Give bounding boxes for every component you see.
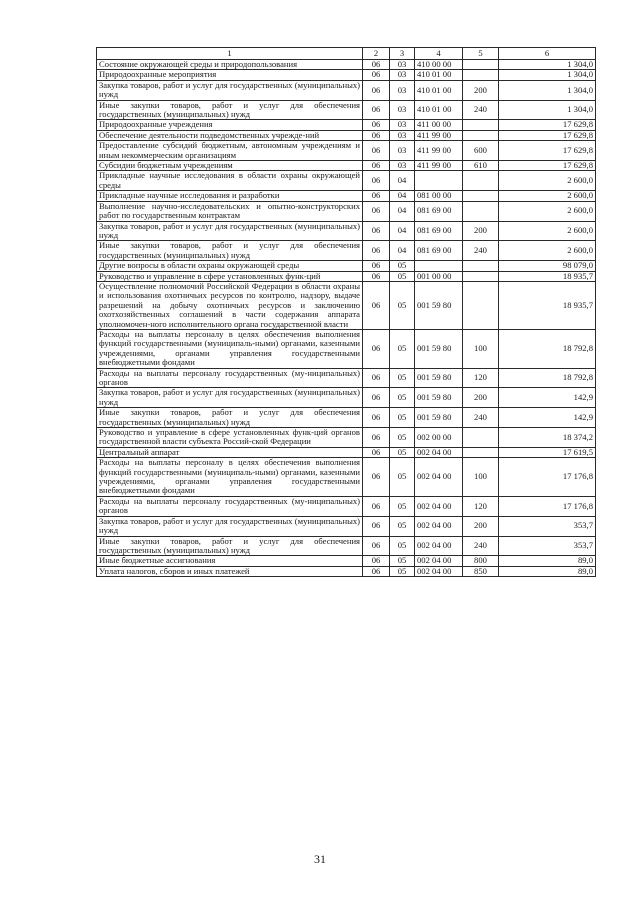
col-header-6: 6 [499, 48, 596, 60]
row-subsection-code: 03 [390, 161, 415, 171]
row-amount: 18 935,7 [499, 271, 596, 281]
row-amount: 1 304,0 [499, 80, 596, 100]
row-section-code: 06 [363, 516, 390, 536]
row-expense-type-code: 800 [463, 556, 499, 566]
row-expense-type-code: 200 [463, 221, 499, 241]
table-row [97, 120, 596, 130]
row-subsection-code: 05 [390, 368, 415, 388]
row-section-code: 06 [363, 120, 390, 130]
row-expense-type-code [463, 130, 499, 140]
row-section-code: 06 [363, 161, 390, 171]
row-subsection-code: 03 [390, 130, 415, 140]
col-header-5: 5 [463, 48, 499, 60]
row-expense-type-code [463, 447, 499, 457]
row-subsection-code: 05 [390, 329, 415, 368]
row-expense-type-code: 240 [463, 408, 499, 428]
row-amount: 17 629,8 [499, 141, 596, 161]
row-expense-type-code: 610 [463, 161, 499, 171]
row-name: Осуществление полномочий Российской Федерации в области охраны и использования охотничьих ресурсов по контролю, надзору, выдаче разрешений на добычу охотничьих ресурсов и заключению охотхозяйственных соглашений в части содержания аппарата уполномочен-ного исполнительного органа государственной власти [97, 281, 363, 329]
row-name: Прикладные научные исследования и разработки [97, 191, 363, 201]
table-row [97, 368, 596, 388]
row-expense-type-code [463, 60, 499, 70]
budget-table [96, 47, 596, 577]
row-subsection-code: 05 [390, 536, 415, 556]
row-name: Иные закупки товаров, работ и услуг для обеспечения государственных (муниципальных) нужд [97, 536, 363, 556]
row-name: Центральный аппарат [97, 447, 363, 457]
row-expense-type-code: 850 [463, 566, 499, 576]
row-target-code: 081 00 00 [415, 191, 463, 201]
row-expense-type-code [463, 70, 499, 80]
table-body [97, 60, 596, 577]
row-amount: 2 600,0 [499, 171, 596, 191]
row-amount: 17 629,8 [499, 130, 596, 140]
row-subsection-code: 03 [390, 70, 415, 80]
row-target-code: 411 99 00 [415, 141, 463, 161]
row-subsection-code: 05 [390, 281, 415, 329]
row-subsection-code: 05 [390, 556, 415, 566]
row-subsection-code: 03 [390, 80, 415, 100]
row-amount: 89,0 [499, 556, 596, 566]
row-section-code: 06 [363, 141, 390, 161]
row-section-code: 06 [363, 201, 390, 221]
row-name: Расходы на выплаты персоналу государственных (му-ниципальных) органов [97, 368, 363, 388]
row-expense-type-code: 240 [463, 241, 499, 261]
row-expense-type-code: 120 [463, 368, 499, 388]
row-target-code: 411 99 00 [415, 130, 463, 140]
row-amount: 89,0 [499, 566, 596, 576]
row-amount: 98 079,0 [499, 261, 596, 271]
col-header-4: 4 [415, 48, 463, 60]
row-target-code: 001 59 80 [415, 388, 463, 408]
row-target-code: 002 04 00 [415, 536, 463, 556]
row-amount: 2 600,0 [499, 221, 596, 241]
row-section-code: 06 [363, 130, 390, 140]
table-row [97, 221, 596, 241]
row-name: Расходы на выплаты персоналу в целях обеспечения выполнения функций государственными (муниципаль-ными) органами, казенными учреждениями, органами управления государственными внебюджетными фондами [97, 329, 363, 368]
row-section-code: 06 [363, 368, 390, 388]
row-name: Иные закупки товаров, работ и услуг для обеспечения государственных (муниципальных) нужд [97, 241, 363, 261]
row-section-code: 06 [363, 70, 390, 80]
row-target-code: 002 04 00 [415, 516, 463, 536]
row-subsection-code: 03 [390, 120, 415, 130]
row-expense-type-code [463, 261, 499, 271]
row-target-code [415, 171, 463, 191]
row-expense-type-code: 100 [463, 329, 499, 368]
row-amount: 142,9 [499, 388, 596, 408]
row-target-code: 001 59 80 [415, 368, 463, 388]
row-section-code: 06 [363, 556, 390, 566]
row-name: Обеспечение деятельности подведомственных учрежде-ний [97, 130, 363, 140]
row-section-code: 06 [363, 191, 390, 201]
table-row [97, 191, 596, 201]
row-expense-type-code: 600 [463, 141, 499, 161]
table-row [97, 458, 596, 497]
row-name: Уплата налогов, сборов и иных платежей [97, 566, 363, 576]
table-row [97, 60, 596, 70]
table-row [97, 536, 596, 556]
table-row [97, 388, 596, 408]
row-section-code: 06 [363, 408, 390, 428]
row-target-code: 002 04 00 [415, 458, 463, 497]
table-row [97, 329, 596, 368]
row-amount: 353,7 [499, 516, 596, 536]
row-subsection-code: 04 [390, 201, 415, 221]
row-subsection-code: 05 [390, 428, 415, 448]
row-target-code: 081 69 00 [415, 221, 463, 241]
row-subsection-code: 05 [390, 388, 415, 408]
row-section-code: 06 [363, 241, 390, 261]
row-subsection-code: 05 [390, 496, 415, 516]
row-name: Руководство и управление в сфере установленных функ-ций [97, 271, 363, 281]
row-expense-type-code [463, 191, 499, 201]
row-name: Состояние окружающей среды и природопользования [97, 60, 363, 70]
row-name: Иные закупки товаров, работ и услуг для обеспечения государственных (муниципальных) нужд [97, 408, 363, 428]
row-subsection-code: 05 [390, 261, 415, 271]
row-subsection-code: 05 [390, 566, 415, 576]
page-number: 31 [314, 852, 326, 866]
row-name: Иные бюджетные ассигнования [97, 556, 363, 566]
table-row [97, 80, 596, 100]
table-row [97, 201, 596, 221]
row-amount: 18 792,8 [499, 368, 596, 388]
row-target-code: 002 04 00 [415, 566, 463, 576]
row-section-code: 06 [363, 447, 390, 457]
table-row [97, 271, 596, 281]
row-expense-type-code [463, 171, 499, 191]
row-expense-type-code: 200 [463, 516, 499, 536]
row-name: Закупка товаров, работ и услуг для государственных (муниципальных) нужд [97, 80, 363, 100]
row-amount: 2 600,0 [499, 191, 596, 201]
row-expense-type-code [463, 428, 499, 448]
row-section-code: 06 [363, 271, 390, 281]
row-name: Руководство и управление в сфере установленных функ-ций органов государственной власти субъекта Россий-ской Федерации [97, 428, 363, 448]
table-row [97, 281, 596, 329]
table-row [97, 408, 596, 428]
row-name: Закупка товаров, работ и услуг для государственных (муниципальных) нужд [97, 388, 363, 408]
row-amount: 1 304,0 [499, 70, 596, 80]
row-amount: 2 600,0 [499, 241, 596, 261]
table-row [97, 566, 596, 576]
row-expense-type-code: 200 [463, 388, 499, 408]
row-target-code: 001 00 00 [415, 271, 463, 281]
row-expense-type-code [463, 120, 499, 130]
row-subsection-code: 05 [390, 447, 415, 457]
row-subsection-code: 04 [390, 171, 415, 191]
table-row [97, 428, 596, 448]
col-header-1: 1 [97, 48, 363, 60]
row-amount: 1 304,0 [499, 100, 596, 120]
table-row [97, 171, 596, 191]
row-section-code: 06 [363, 566, 390, 576]
row-name: Выполнение научно-исследовательских и опытно-конструкторских работ по государственным контрактам [97, 201, 363, 221]
row-amount: 1 304,0 [499, 60, 596, 70]
table-row [97, 241, 596, 261]
row-amount: 17 629,8 [499, 161, 596, 171]
row-target-code: 002 04 00 [415, 556, 463, 566]
row-name: Расходы на выплаты персоналу государственных (му-ниципальных) органов [97, 496, 363, 516]
row-target-code: 411 99 00 [415, 161, 463, 171]
row-amount: 17 176,8 [499, 496, 596, 516]
row-expense-type-code: 200 [463, 80, 499, 100]
row-target-code: 410 01 00 [415, 70, 463, 80]
row-target-code: 002 04 00 [415, 496, 463, 516]
table-row [97, 496, 596, 516]
column-number-row [97, 48, 596, 60]
row-subsection-code: 04 [390, 191, 415, 201]
row-section-code: 06 [363, 329, 390, 368]
table-row [97, 161, 596, 171]
row-section-code: 06 [363, 536, 390, 556]
row-amount: 17 619,5 [499, 447, 596, 457]
row-section-code: 06 [363, 60, 390, 70]
row-expense-type-code: 120 [463, 496, 499, 516]
row-section-code: 06 [363, 428, 390, 448]
row-subsection-code: 04 [390, 241, 415, 261]
col-header-3: 3 [390, 48, 415, 60]
row-expense-type-code: 100 [463, 458, 499, 497]
table-row [97, 447, 596, 457]
col-header-2: 2 [363, 48, 390, 60]
row-name: Природоохранные учреждения [97, 120, 363, 130]
row-subsection-code: 03 [390, 60, 415, 70]
row-name: Иные закупки товаров, работ и услуг для обеспечения государственных (муниципальных) нужд [97, 100, 363, 120]
row-name: Закупка товаров, работ и услуг для государственных (муниципальных) нужд [97, 516, 363, 536]
row-section-code: 06 [363, 281, 390, 329]
row-name: Субсидии бюджетным учреждениям [97, 161, 363, 171]
table-row [97, 261, 596, 271]
table-row [97, 516, 596, 536]
row-section-code: 06 [363, 261, 390, 271]
row-section-code: 06 [363, 458, 390, 497]
row-subsection-code: 05 [390, 516, 415, 536]
row-name: Предоставление субсидий бюджетным, автономным учреждениям и иным некоммерческим организациям [97, 141, 363, 161]
row-target-code: 410 01 00 [415, 100, 463, 120]
row-subsection-code: 04 [390, 221, 415, 241]
row-target-code: 410 00 00 [415, 60, 463, 70]
row-expense-type-code: 240 [463, 536, 499, 556]
row-expense-type-code [463, 281, 499, 329]
table-row [97, 70, 596, 80]
row-subsection-code: 05 [390, 458, 415, 497]
row-subsection-code: 03 [390, 141, 415, 161]
row-amount: 353,7 [499, 536, 596, 556]
row-amount: 18 792,8 [499, 329, 596, 368]
row-expense-type-code: 240 [463, 100, 499, 120]
row-section-code: 06 [363, 171, 390, 191]
row-target-code: 081 69 00 [415, 241, 463, 261]
table-row [97, 130, 596, 140]
row-target-code: 410 01 00 [415, 80, 463, 100]
row-section-code: 06 [363, 80, 390, 100]
row-section-code: 06 [363, 388, 390, 408]
row-section-code: 06 [363, 221, 390, 241]
row-subsection-code: 05 [390, 408, 415, 428]
row-subsection-code: 05 [390, 271, 415, 281]
row-section-code: 06 [363, 100, 390, 120]
row-name: Закупка товаров, работ и услуг для государственных (муниципальных) нужд [97, 221, 363, 241]
row-section-code: 06 [363, 496, 390, 516]
row-name: Другие вопросы в области охраны окружающей среды [97, 261, 363, 271]
row-target-code: 002 04 00 [415, 447, 463, 457]
row-expense-type-code [463, 271, 499, 281]
table-row [97, 141, 596, 161]
row-target-code: 001 59 80 [415, 329, 463, 368]
row-expense-type-code [463, 201, 499, 221]
row-amount: 18 374,2 [499, 428, 596, 448]
row-name: Прикладные научные исследования в области охраны окружающей среды [97, 171, 363, 191]
row-name: Природоохранные мероприятия [97, 70, 363, 80]
row-target-code: 001 59 80 [415, 408, 463, 428]
row-name: Расходы на выплаты персоналу в целях обеспечения выполнения функций государственными (муниципаль-ными) органами, казенными учреждениями, органами управления государственными внебюджетными фондами [97, 458, 363, 497]
row-amount: 18 935,7 [499, 281, 596, 329]
row-target-code [415, 261, 463, 271]
row-target-code: 001 59 80 [415, 281, 463, 329]
table-row [97, 100, 596, 120]
row-target-code: 411 00 00 [415, 120, 463, 130]
row-target-code: 081 69 00 [415, 201, 463, 221]
row-amount: 17 629,8 [499, 120, 596, 130]
row-amount: 2 600,0 [499, 201, 596, 221]
row-amount: 17 176,8 [499, 458, 596, 497]
row-target-code: 002 00 00 [415, 428, 463, 448]
row-amount: 142,9 [499, 408, 596, 428]
table-row [97, 556, 596, 566]
row-subsection-code: 03 [390, 100, 415, 120]
